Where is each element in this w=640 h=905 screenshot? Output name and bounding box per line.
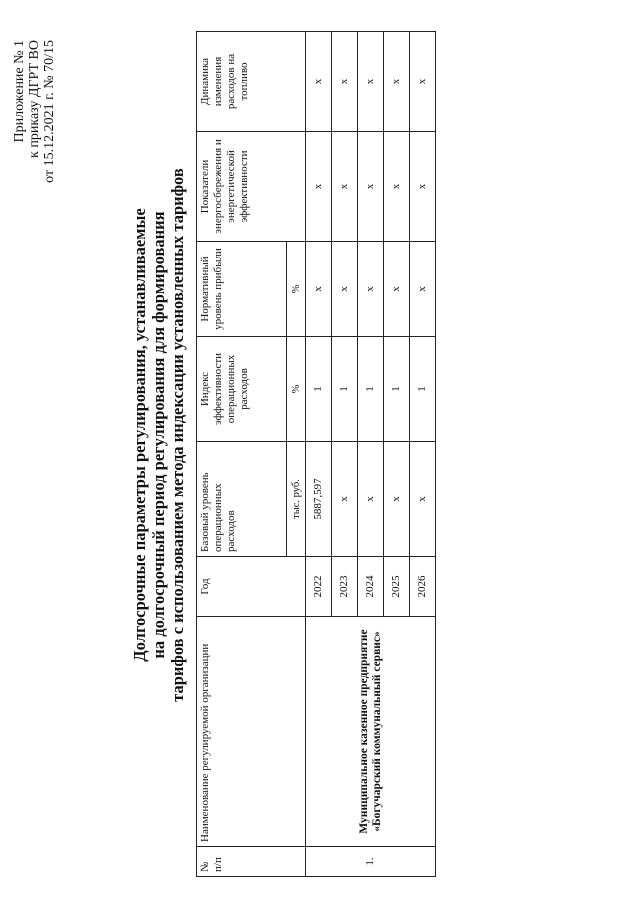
cell-base-level: х (384, 442, 410, 557)
cell-base-level: х (332, 442, 358, 557)
cell-efficiency-index: 1 (410, 337, 436, 442)
cell-base-level: х (410, 442, 436, 557)
title-line-3: тарифов с использованием метода индексации установленных тарифов (168, 168, 187, 702)
cell-efficiency-index: 1 (384, 337, 410, 442)
parameters-table (196, 31, 436, 877)
cell-profit-level: х (358, 242, 384, 337)
header-base-level: Базовый уровень операционных расходов (197, 442, 287, 557)
appendix-line-2: к приказу ДГРТ ВО (27, 40, 42, 158)
cell-year: 2024 (358, 557, 384, 617)
cell-fuel: х (332, 32, 358, 132)
row-number: 1. (306, 847, 436, 877)
appendix-line-3: от 15.12.2021 г. № 70/15 (42, 40, 57, 183)
table-row (306, 32, 332, 877)
table-header-row (197, 32, 287, 877)
cell-efficiency-index: 1 (306, 337, 332, 442)
cell-energy: х (358, 132, 384, 242)
cell-profit-level: х (306, 242, 332, 337)
cell-profit-level: х (384, 242, 410, 337)
cell-energy: х (306, 132, 332, 242)
header-profit-level: Нормативный уровень прибыли (197, 242, 287, 337)
cell-fuel: х (410, 32, 436, 132)
title-line-2: на долгосрочный период регулирования для формирования (149, 211, 168, 659)
cell-profit-level: х (410, 242, 436, 337)
title-line-1: Долгосрочные параметры регулирования, устанавливаемые (130, 208, 149, 662)
cell-fuel: х (306, 32, 332, 132)
header-fuel: Динамика изменения расходов на топливо (197, 32, 306, 132)
appendix-line-1: Приложение № 1 (12, 40, 27, 143)
org-name: Муниципальное казенное предприятие «Богучарский коммунальный сервис» (306, 617, 436, 847)
cell-year: 2023 (332, 557, 358, 617)
cell-efficiency-index: 1 (332, 337, 358, 442)
cell-year: 2025 (384, 557, 410, 617)
cell-year: 2026 (410, 557, 436, 617)
header-num: № п/п (197, 847, 306, 877)
header-efficiency-index: Индекс эффективности операционных расходов (197, 337, 287, 442)
header-org: Наименование регулируемой организации (197, 617, 306, 847)
cell-base-level: 5887,597 (306, 442, 332, 557)
header-energy: Показатели энергосбережения и энергетической эффективности (197, 132, 306, 242)
cell-fuel: х (358, 32, 384, 132)
document-title (130, 85, 187, 785)
unit-profit-level: % (287, 242, 306, 337)
cell-energy: х (410, 132, 436, 242)
cell-profit-level: х (332, 242, 358, 337)
appendix-reference (12, 40, 57, 300)
unit-base-level: тыс. руб. (287, 442, 306, 557)
cell-energy: х (384, 132, 410, 242)
unit-efficiency-index: % (287, 337, 306, 442)
cell-base-level: х (358, 442, 384, 557)
cell-year: 2022 (306, 557, 332, 617)
cell-fuel: х (384, 32, 410, 132)
cell-efficiency-index: 1 (358, 337, 384, 442)
cell-energy: х (332, 132, 358, 242)
header-year: Год (197, 557, 306, 617)
